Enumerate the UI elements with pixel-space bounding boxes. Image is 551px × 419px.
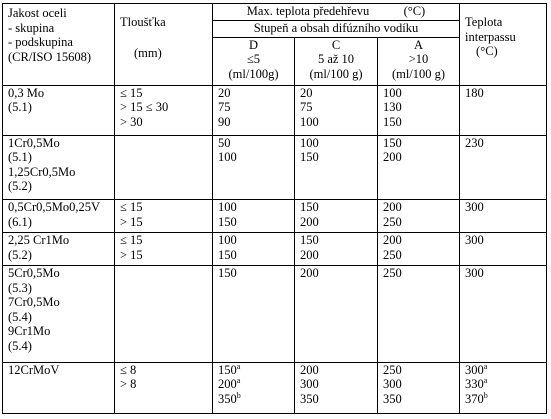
steel-grade-cell-line: 0,5Cr0,5Mo0,25V bbox=[8, 200, 101, 215]
table-row bbox=[3, 233, 547, 266]
interpass-cell bbox=[460, 135, 547, 200]
temp-a-cell-line: 250 bbox=[383, 362, 402, 377]
temp-d-cell-line bbox=[218, 150, 289, 165]
thickness-cell bbox=[115, 266, 213, 363]
interpass-cell-line bbox=[465, 136, 541, 151]
thickness-cell-line: > 30 bbox=[120, 114, 143, 129]
steel-grade-cell-line: (5.1) bbox=[8, 150, 32, 165]
temp-c-cell-line: 200 bbox=[300, 214, 319, 229]
steel-grade-cell-line: 0,3 Mo bbox=[8, 85, 45, 100]
temp-c-cell-line: 150 bbox=[300, 150, 319, 165]
temperature-value: 150 bbox=[218, 214, 237, 229]
temp-c-cell bbox=[295, 266, 378, 363]
temperature-value: 75 bbox=[218, 100, 231, 115]
temp-c-cell-line: 350 bbox=[300, 391, 319, 406]
temperature-value: 100 bbox=[218, 200, 237, 215]
temp-a-cell bbox=[378, 362, 460, 413]
steel-grade-cell-line: 5Cr0,5Mo bbox=[8, 266, 60, 281]
temp-d-cell-line bbox=[218, 363, 289, 378]
temp-c-cell-line: 200 bbox=[300, 266, 319, 281]
temp-d-cell-line bbox=[218, 115, 289, 130]
temp-c-cell bbox=[295, 200, 378, 233]
header-interpass-line: (°C) bbox=[476, 44, 498, 58]
thickness-cell-line: > 15 bbox=[120, 247, 143, 262]
temp-c-cell-line: 300 bbox=[300, 377, 319, 392]
level-code: A bbox=[414, 37, 424, 52]
header-level-d bbox=[213, 37, 295, 85]
temp-a-cell-line: 250 bbox=[383, 247, 402, 262]
footnote-marker: a bbox=[483, 376, 488, 386]
interpass-cell-line bbox=[465, 233, 541, 248]
table-row bbox=[3, 85, 547, 135]
temp-a-cell-line: 250 bbox=[383, 214, 402, 229]
temp-c-cell-line: 100 bbox=[300, 114, 319, 129]
steel-grade-cell bbox=[3, 362, 115, 413]
steel-grade-cell-line: 2,25 Cr1Mo bbox=[8, 233, 70, 248]
temperature-value: 90 bbox=[218, 114, 231, 129]
temp-d-cell bbox=[213, 200, 295, 233]
temperature-value: 150 bbox=[218, 362, 237, 377]
temp-d-cell-line bbox=[218, 266, 289, 281]
temp-c-cell-line: 150 bbox=[300, 200, 319, 215]
temperature-value: 330 bbox=[465, 377, 484, 392]
temperature-value: 100 bbox=[218, 150, 237, 165]
table-row bbox=[3, 266, 547, 363]
temperature-value: 350 bbox=[218, 391, 237, 406]
temp-a-cell-line: 200 bbox=[383, 200, 402, 215]
header-thickness-unit: (mm) bbox=[134, 45, 162, 60]
temp-c-cell bbox=[295, 135, 378, 200]
temp-a-cell-line: 150 bbox=[383, 135, 402, 150]
temp-c-cell-line: 150 bbox=[300, 233, 319, 248]
header-level-a bbox=[378, 37, 460, 85]
temp-a-cell-line: 350 bbox=[383, 391, 402, 406]
temp-a-cell-line: 150 bbox=[383, 114, 402, 129]
steel-grade-cell-line: (5.2) bbox=[8, 179, 32, 194]
header-steel-grade bbox=[3, 4, 115, 86]
temperature-value: 20 bbox=[218, 85, 231, 100]
footnote-marker: a bbox=[236, 376, 241, 386]
preheat-temperature-table bbox=[2, 3, 547, 414]
header-row-1 bbox=[3, 4, 547, 21]
temperature-value: 370 bbox=[465, 391, 484, 406]
table-row bbox=[3, 362, 547, 413]
temp-d-cell-line bbox=[218, 200, 289, 215]
header-thickness bbox=[115, 4, 213, 86]
temperature-value: 300 bbox=[465, 200, 484, 215]
steel-grade-cell bbox=[3, 233, 115, 266]
temp-d-cell bbox=[213, 233, 295, 266]
steel-grade-cell-line: (5.1) bbox=[8, 100, 32, 115]
header-steel-line: - podskupina bbox=[8, 35, 73, 49]
temp-c-cell-line: 200 bbox=[300, 362, 319, 377]
interpass-cell bbox=[460, 200, 547, 233]
temp-c-cell-line: 20 bbox=[300, 85, 313, 100]
header-level-c bbox=[295, 37, 378, 85]
thickness-cell-line: ≤ 15 bbox=[120, 85, 143, 100]
steel-grade-cell-line: (6.1) bbox=[8, 214, 32, 229]
temp-a-cell bbox=[378, 135, 460, 200]
steel-grade-cell-line: 12CrMoV bbox=[8, 362, 60, 377]
interpass-cell bbox=[460, 85, 547, 135]
temperature-value: 50 bbox=[218, 135, 231, 150]
thickness-cell-line: > 15 bbox=[120, 214, 143, 229]
temp-a-cell-line: 250 bbox=[383, 266, 402, 281]
interpass-cell-line bbox=[465, 392, 541, 407]
steel-grade-cell-line: (5.4) bbox=[8, 338, 32, 353]
interpass-cell-line bbox=[465, 363, 541, 378]
table-body bbox=[3, 4, 547, 414]
steel-grade-cell bbox=[3, 85, 115, 135]
thickness-cell-line: > 15 ≤ 30 bbox=[120, 100, 169, 115]
temperature-value: 150 bbox=[218, 266, 237, 281]
thickness-cell bbox=[115, 233, 213, 266]
interpass-cell bbox=[460, 233, 547, 266]
footnote-marker: b bbox=[483, 390, 488, 400]
steel-grade-cell-line: (5.2) bbox=[8, 247, 32, 262]
temp-d-cell-line bbox=[218, 233, 289, 248]
temp-a-cell bbox=[378, 266, 460, 363]
temp-a-cell bbox=[378, 85, 460, 135]
table-row bbox=[3, 200, 547, 233]
level-code: C bbox=[331, 37, 341, 52]
header-max-preheat bbox=[213, 4, 460, 21]
footnote-marker: b bbox=[236, 390, 241, 400]
temp-a-cell-line: 130 bbox=[383, 100, 402, 115]
header-steel-line: (CR/ISO 15608) bbox=[8, 49, 91, 64]
temp-d-cell-line bbox=[218, 392, 289, 407]
temperature-value: 230 bbox=[465, 135, 484, 150]
temp-c-cell-line: 100 bbox=[300, 135, 319, 150]
temp-d-cell-line bbox=[218, 100, 289, 115]
interpass-cell bbox=[460, 362, 547, 413]
header-interpass-line: interpassu bbox=[465, 29, 516, 44]
interpass-cell-line bbox=[465, 86, 541, 101]
thickness-cell bbox=[115, 85, 213, 135]
temp-c-cell bbox=[295, 85, 378, 135]
header-interpass bbox=[460, 4, 547, 86]
temp-d-cell bbox=[213, 362, 295, 413]
level-condition: ≤5 bbox=[246, 52, 261, 67]
interpass-cell-line bbox=[465, 377, 541, 392]
level-unit: (ml/100g) bbox=[228, 66, 279, 81]
thickness-cell bbox=[115, 135, 213, 200]
thickness-cell bbox=[115, 200, 213, 233]
level-code: D bbox=[248, 37, 259, 52]
temp-d-cell bbox=[213, 266, 295, 363]
temp-d-cell-line bbox=[218, 377, 289, 392]
temp-a-cell-line: 200 bbox=[383, 150, 402, 165]
footnote-marker: a bbox=[483, 362, 488, 371]
steel-grade-cell bbox=[3, 266, 115, 363]
steel-grade-cell-line: 1Cr0,5Mo bbox=[8, 135, 60, 150]
temp-c-cell-line: 75 bbox=[300, 100, 313, 115]
header-thickness-label: Tloušťka bbox=[120, 15, 166, 29]
temp-d-cell-line bbox=[218, 86, 289, 101]
steel-grade-cell-line: (5.4) bbox=[8, 309, 32, 324]
interpass-cell-line bbox=[465, 200, 541, 215]
level-unit: (ml/100 g) bbox=[391, 66, 446, 81]
temp-c-cell bbox=[295, 362, 378, 413]
steel-grade-cell-line: 7Cr0,5Mo bbox=[8, 295, 60, 310]
level-condition: >10 bbox=[408, 52, 429, 67]
temperature-value: 300 bbox=[465, 233, 484, 248]
temp-d-cell bbox=[213, 135, 295, 200]
temp-a-cell-line: 200 bbox=[383, 233, 402, 248]
temperature-value: 300 bbox=[465, 362, 484, 377]
temp-d-cell bbox=[213, 85, 295, 135]
temperature-value: 150 bbox=[218, 247, 237, 262]
header-max-preheat-title: Max. teplota předehřevu bbox=[246, 4, 370, 18]
temp-a-cell bbox=[378, 233, 460, 266]
thickness-cell-line: ≤ 15 bbox=[120, 200, 143, 215]
table-row bbox=[3, 135, 547, 200]
temp-a-cell-line: 100 bbox=[383, 85, 402, 100]
temp-d-cell-line bbox=[218, 248, 289, 263]
temp-a-cell bbox=[378, 200, 460, 233]
temp-c-cell-line: 200 bbox=[300, 247, 319, 262]
thickness-cell bbox=[115, 362, 213, 413]
temp-d-cell-line bbox=[218, 136, 289, 151]
thickness-cell-line: ≤ 8 bbox=[120, 362, 137, 377]
header-interpass-line: Teplota bbox=[465, 15, 503, 29]
header-steel-line: - skupina bbox=[8, 20, 55, 35]
temp-d-cell-line bbox=[218, 215, 289, 230]
header-steel-line: Jakost oceli bbox=[8, 6, 67, 20]
steel-grade-cell-line: 9Cr1Mo bbox=[8, 324, 51, 339]
steel-grade-cell bbox=[3, 135, 115, 200]
temp-a-cell-line: 300 bbox=[383, 377, 402, 392]
header-max-preheat-unit: (°C) bbox=[403, 4, 426, 18]
steel-grade-cell-line: (5.3) bbox=[8, 280, 32, 295]
footnote-marker: a bbox=[236, 362, 241, 371]
steel-grade-cell-line: 1,25Cr0,5Mo bbox=[8, 164, 76, 179]
temperature-value: 180 bbox=[465, 85, 484, 100]
temperature-value: 300 bbox=[465, 266, 484, 281]
header-hydrogen: Stupeň a obsah difúzního vodíku bbox=[213, 20, 460, 37]
temperature-value: 200 bbox=[218, 377, 237, 392]
level-unit: (ml/100 g) bbox=[309, 66, 363, 81]
temp-c-cell bbox=[295, 233, 378, 266]
interpass-cell bbox=[460, 266, 547, 363]
interpass-cell-line bbox=[465, 266, 541, 281]
thickness-cell-line: ≤ 15 bbox=[120, 233, 143, 248]
steel-grade-cell bbox=[3, 200, 115, 233]
temperature-value: 100 bbox=[218, 233, 237, 248]
level-condition: 5 až 10 bbox=[317, 52, 355, 67]
thickness-cell-line: > 8 bbox=[120, 377, 137, 392]
